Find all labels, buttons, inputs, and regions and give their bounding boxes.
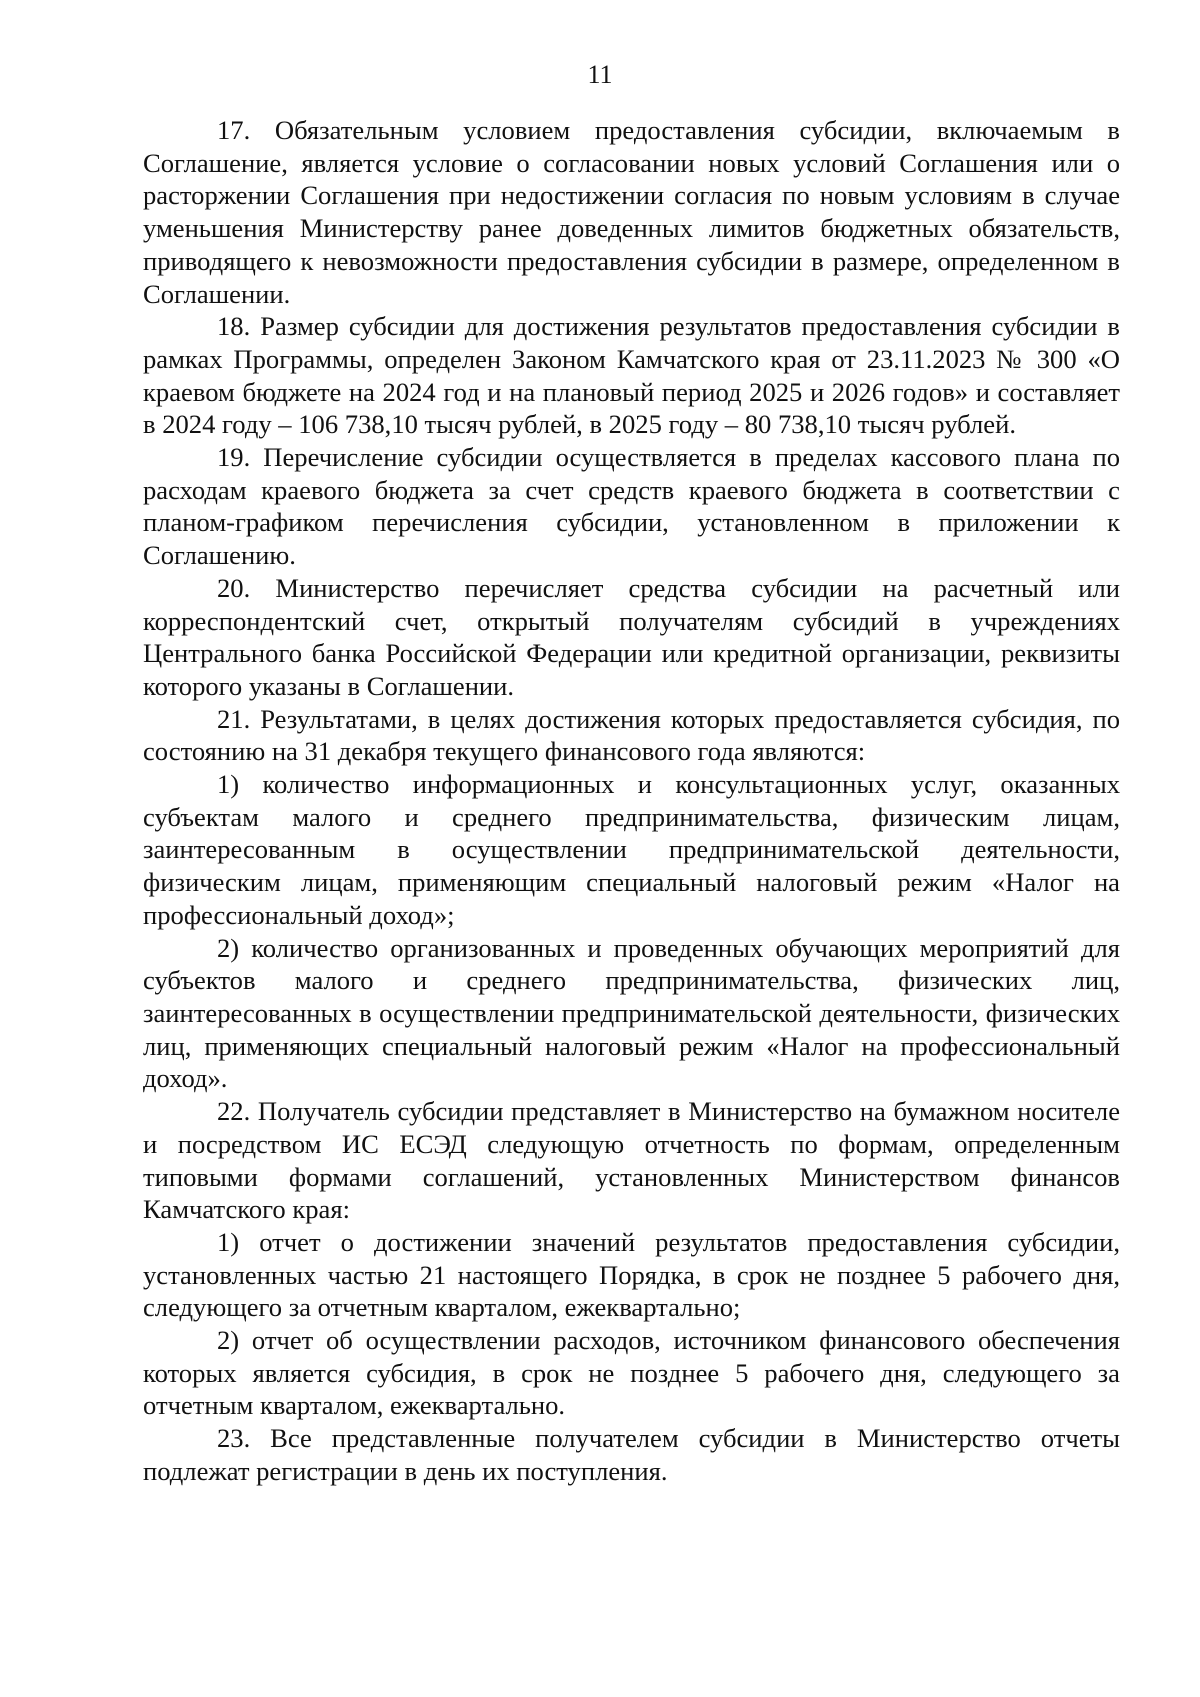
paragraph-21: 21. Результатами, в целях достижения которых предоставляется субсидия, по состоянию на 31 декабря текущего финансового года являются:: [143, 703, 1120, 767]
paragraph-21-item-2: 2) количество организованных и проведенных обучающих мероприятий для субъектов малого и среднего предпринимательства, физических лиц, заинтересованных в осуществлении предпринимательской деятельности, физических лиц, применяющих специальный налоговый режим «Налог на профессиональный доход».: [143, 932, 1120, 1094]
document-body: [143, 114, 1120, 1488]
paragraph-21-item-1: 1) количество информационных и консультационных услуг, оказанных субъектам малого и среднего предпринимательства, физическим лицам, заинтересованным в осуществлении предпринимательской деятельности, физическим лицам, применяющим специальный налоговый режим «Налог на профессиональный доход»;: [143, 769, 1120, 930]
paragraph-18: 18. Размер субсидии для достижения результатов предоставления субсидии в рамках Программы, определен Законом Камчатского края от 23.11.2023 № 300 «О краевом бюджете на 2024 год и на плановый период 2025 и 2026 годов» и составляет в 2024 году – 106 738,10 тысяч рублей, в 2025 году – 80 738,10 тысяч рублей.: [143, 311, 1120, 440]
paragraph-19: 19. Перечисление субсидии осуществляется в пределах кассового плана по расходам краевого бюджета за счет средств краевого бюджета в соответствии с планом-графиком перечисления субсидии, установленном в приложении к Соглашению.: [143, 442, 1120, 571]
paragraph-17: 17. Обязательным условием предоставления субсидии, включаемым в Соглашение, является условие о согласовании новых условий Соглашения или о расторжении Соглашения при недостижении согласия по новым условиям в случае уменьшения Министерству ранее доведенных лимитов бюджетных обязательств, приводящего к невозможности предоставления субсидии в размере, определенном в Соглашении.: [143, 115, 1120, 309]
paragraph-20: 20. Министерство перечисляет средства субсидии на расчетный или корреспондентский счет, открытый получателям субсидий в учреждениях Центрального банка Российской Федерации или кредитной организации, реквизиты которого указаны в Соглашении.: [143, 572, 1120, 701]
paragraph-22-item-1: 1) отчет о достижении значений результатов предоставления субсидии, установленных частью 21 настоящего Порядка, в срок не позднее 5 рабочего дня, следующего за отчетным кварталом, ежеквартально;: [143, 1226, 1120, 1323]
paragraph-23: 23. Все представленные получателем субсидии в Министерство отчеты подлежат регистрации в день их поступления.: [143, 1423, 1120, 1486]
page-number: 11: [587, 60, 613, 89]
paragraph-22: 22. Получатель субсидии представляет в Министерство на бумажном носителе и посредством ИС ЕСЭД следующую отчетность по формам, определенным типовыми формами соглашений, установленных Министерством финансов Камчатского края:: [143, 1096, 1120, 1225]
paragraph-22-item-2: 2) отчет об осуществлении расходов, источником финансового обеспечения которых является субсидия, в срок не позднее 5 рабочего дня, следующего за отчетным кварталом, ежеквартально.: [143, 1325, 1120, 1421]
